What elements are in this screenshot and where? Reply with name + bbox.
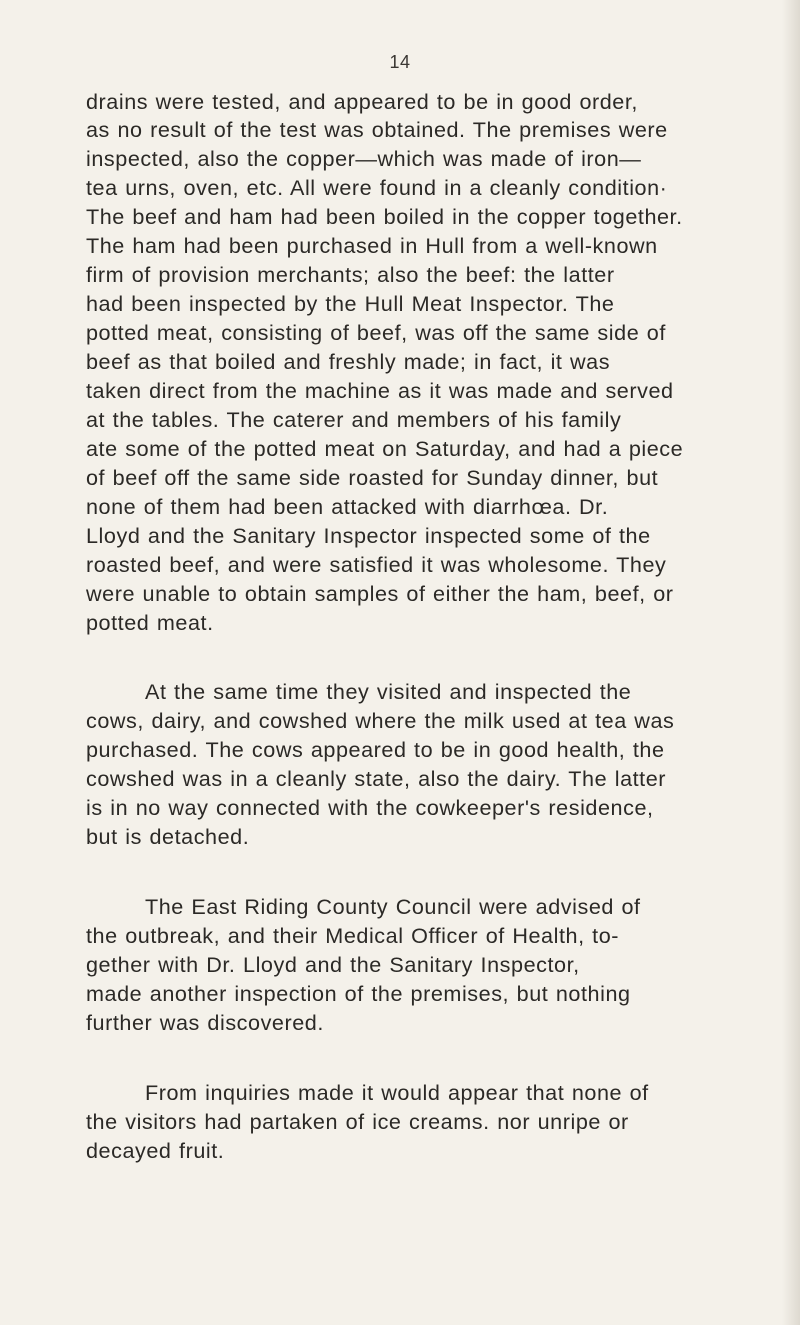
text-line: From inquiries made it would appear that none of [145,1080,649,1105]
text-line: ate some of the potted meat on Saturday, and had a piece [86,436,684,461]
text-line: but is detached. [86,824,250,849]
text-line: The beef and ham had been boiled in the copper together. [86,204,683,229]
text-line: of beef off the same side roasted for Sunday dinner, but [86,465,659,490]
text-line: drains were tested, and appeared to be in good order, [86,89,638,114]
text-line: the visitors had partaken of ice creams. nor unripe or [86,1109,629,1134]
text-line: none of them had been attacked with diarrhœa. Dr. [86,494,609,519]
text-line: cows, dairy, and cowshed where the milk used at tea was [86,708,675,733]
text-line: At the same time they visited and inspected the [145,679,632,704]
text-line: inspected, also the copper—which was made of iron— [86,146,642,171]
text-line: further was discovered. [86,1010,324,1035]
text-line: roasted beef, and were satisfied it was wholesome. They [86,552,667,577]
text-line: beef as that boiled and freshly made; in fact, it was [86,349,611,374]
text-line: purchased. The cows appeared to be in good health, the [86,737,665,762]
text-line: taken direct from the machine as it was made and served [86,378,674,403]
text-line: at the tables. The caterer and members of his family [86,407,622,432]
text-line: potted meat. [86,610,214,635]
text-line: were unable to obtain samples of either the ham, beef, or [86,581,674,606]
text-line: firm of provision merchants; also the beef: the latter [86,262,615,287]
text-line: the outbreak, and their Medical Officer of Health, to- [86,923,620,948]
text-line: cowshed was in a cleanly state, also the dairy. The latter [86,766,667,791]
text-line: Lloyd and the Sanitary Inspector inspected some of the [86,523,651,548]
text-line: is in no way connected with the cowkeeper's residence, [86,795,654,820]
text-line: potted meat, consisting of beef, was off the same side of [86,320,666,345]
text-line: made another inspection of the premises, but nothing [86,981,631,1006]
text-line: as no result of the test was obtained. The premises were [86,117,668,142]
text-line: The ham had been purchased in Hull from a well-known [86,233,658,258]
text-line: tea urns, oven, etc. All were found in a cleanly condition· [86,175,668,200]
text-line: The East Riding County Council were advised of [145,894,641,919]
text-line: decayed fruit. [86,1138,225,1163]
text-line: had been inspected by the Hull Meat Inspector. The [86,291,615,316]
page-number: 14 [389,52,411,72]
text-line: gether with Dr. Lloyd and the Sanitary Inspector, [86,952,580,977]
